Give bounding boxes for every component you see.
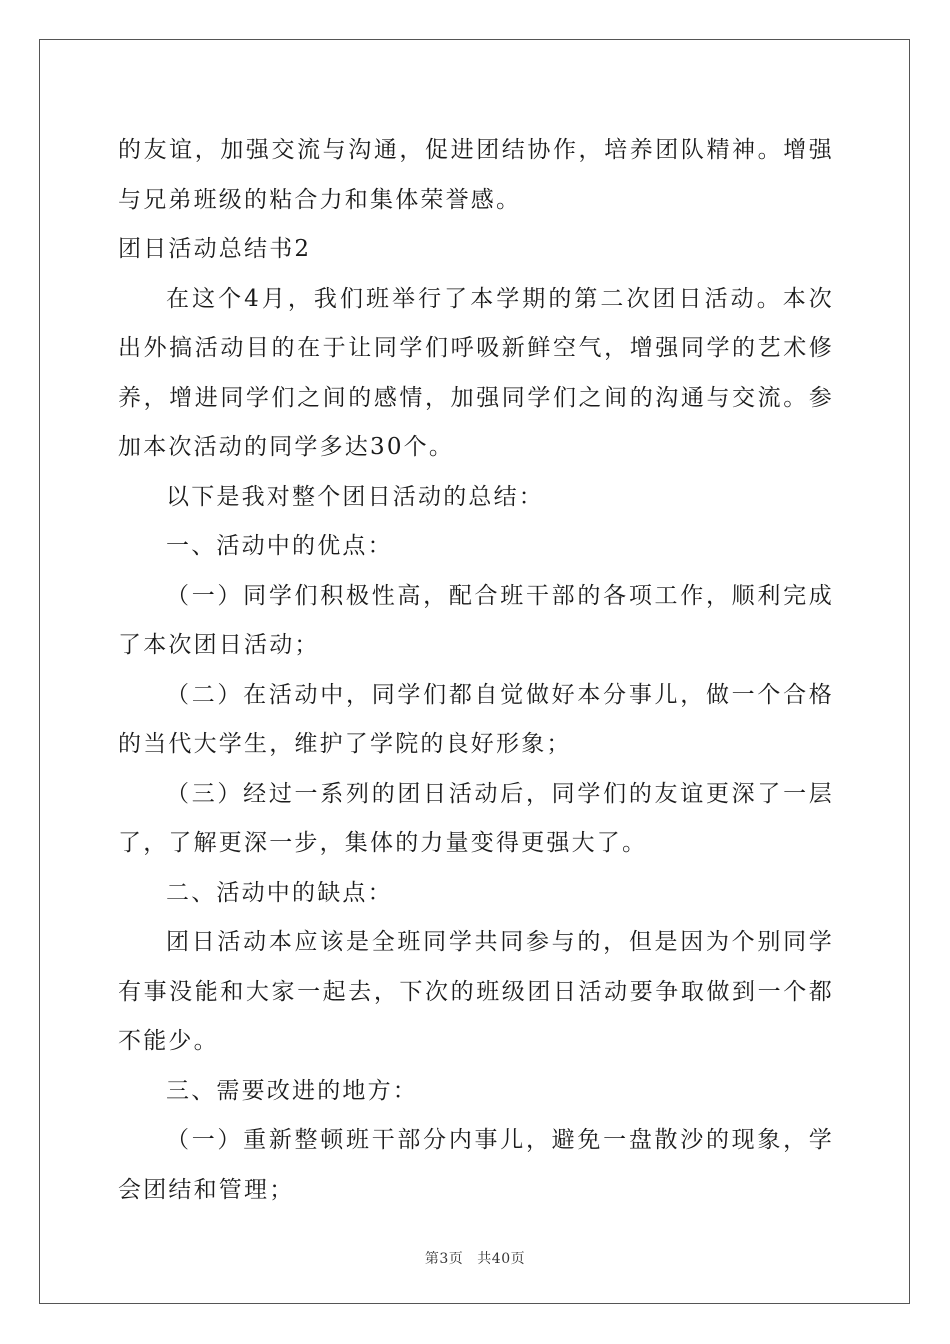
page-total: 共40页 (477, 1251, 526, 1267)
page-footer (0, 1248, 950, 1268)
document-body (118, 126, 834, 1215)
improvement-item-1: （一）重新整顿班干部分内事儿，避免一盘散沙的现象，学会团结和管理； (118, 1127, 834, 1203)
page-number: 第3页 (424, 1251, 464, 1267)
advantage-item-1: （一）同学们积极性高，配合班干部的各项工作，顺利完成了本次团日活动； (118, 582, 834, 658)
shortcoming-text: 团日活动本应该是全班同学共同参与的，但是因为个别同学有事没能和大家一起去，下次的班级团日活动要争取做到一个都不能少。 (118, 929, 834, 1054)
subheading-advantages: 一、活动中的优点： (166, 533, 393, 559)
section-heading: 团日活动总结书2 (118, 236, 312, 262)
paragraph-3: 在这个4月，我们班举行了本学期的第二次团日活动。本次出外搞活动目的在于让同学们呼吸新鲜空气，增强同学的艺术修养，增进同学们之间的感情，加强同学们之间的沟通与交流。参加本次活动的同学多达30个。 (118, 285, 834, 460)
subheading-shortcomings: 二、活动中的缺点： (166, 879, 393, 906)
advantage-item-3: （三）经过一系列的团日活动后，同学们的友谊更深了一层了，了解更深一步，集体的力量变得更强大了。 (118, 780, 834, 856)
subheading-improvements: 三、需要改进的地方： (166, 1077, 418, 1104)
paragraph-1: 的友谊，加强交流与沟通，促进团结协作，培养团队精神。增强与兄弟班级的粘合力和集体荣誉感。 (118, 137, 834, 213)
advantage-item-2: （二）在活动中，同学们都自觉做好本分事儿，做一个合格的当代大学生，维护了学院的良好形象； (118, 681, 834, 757)
paragraph-4: 以下是我对整个团日活动的总结： (166, 483, 544, 510)
